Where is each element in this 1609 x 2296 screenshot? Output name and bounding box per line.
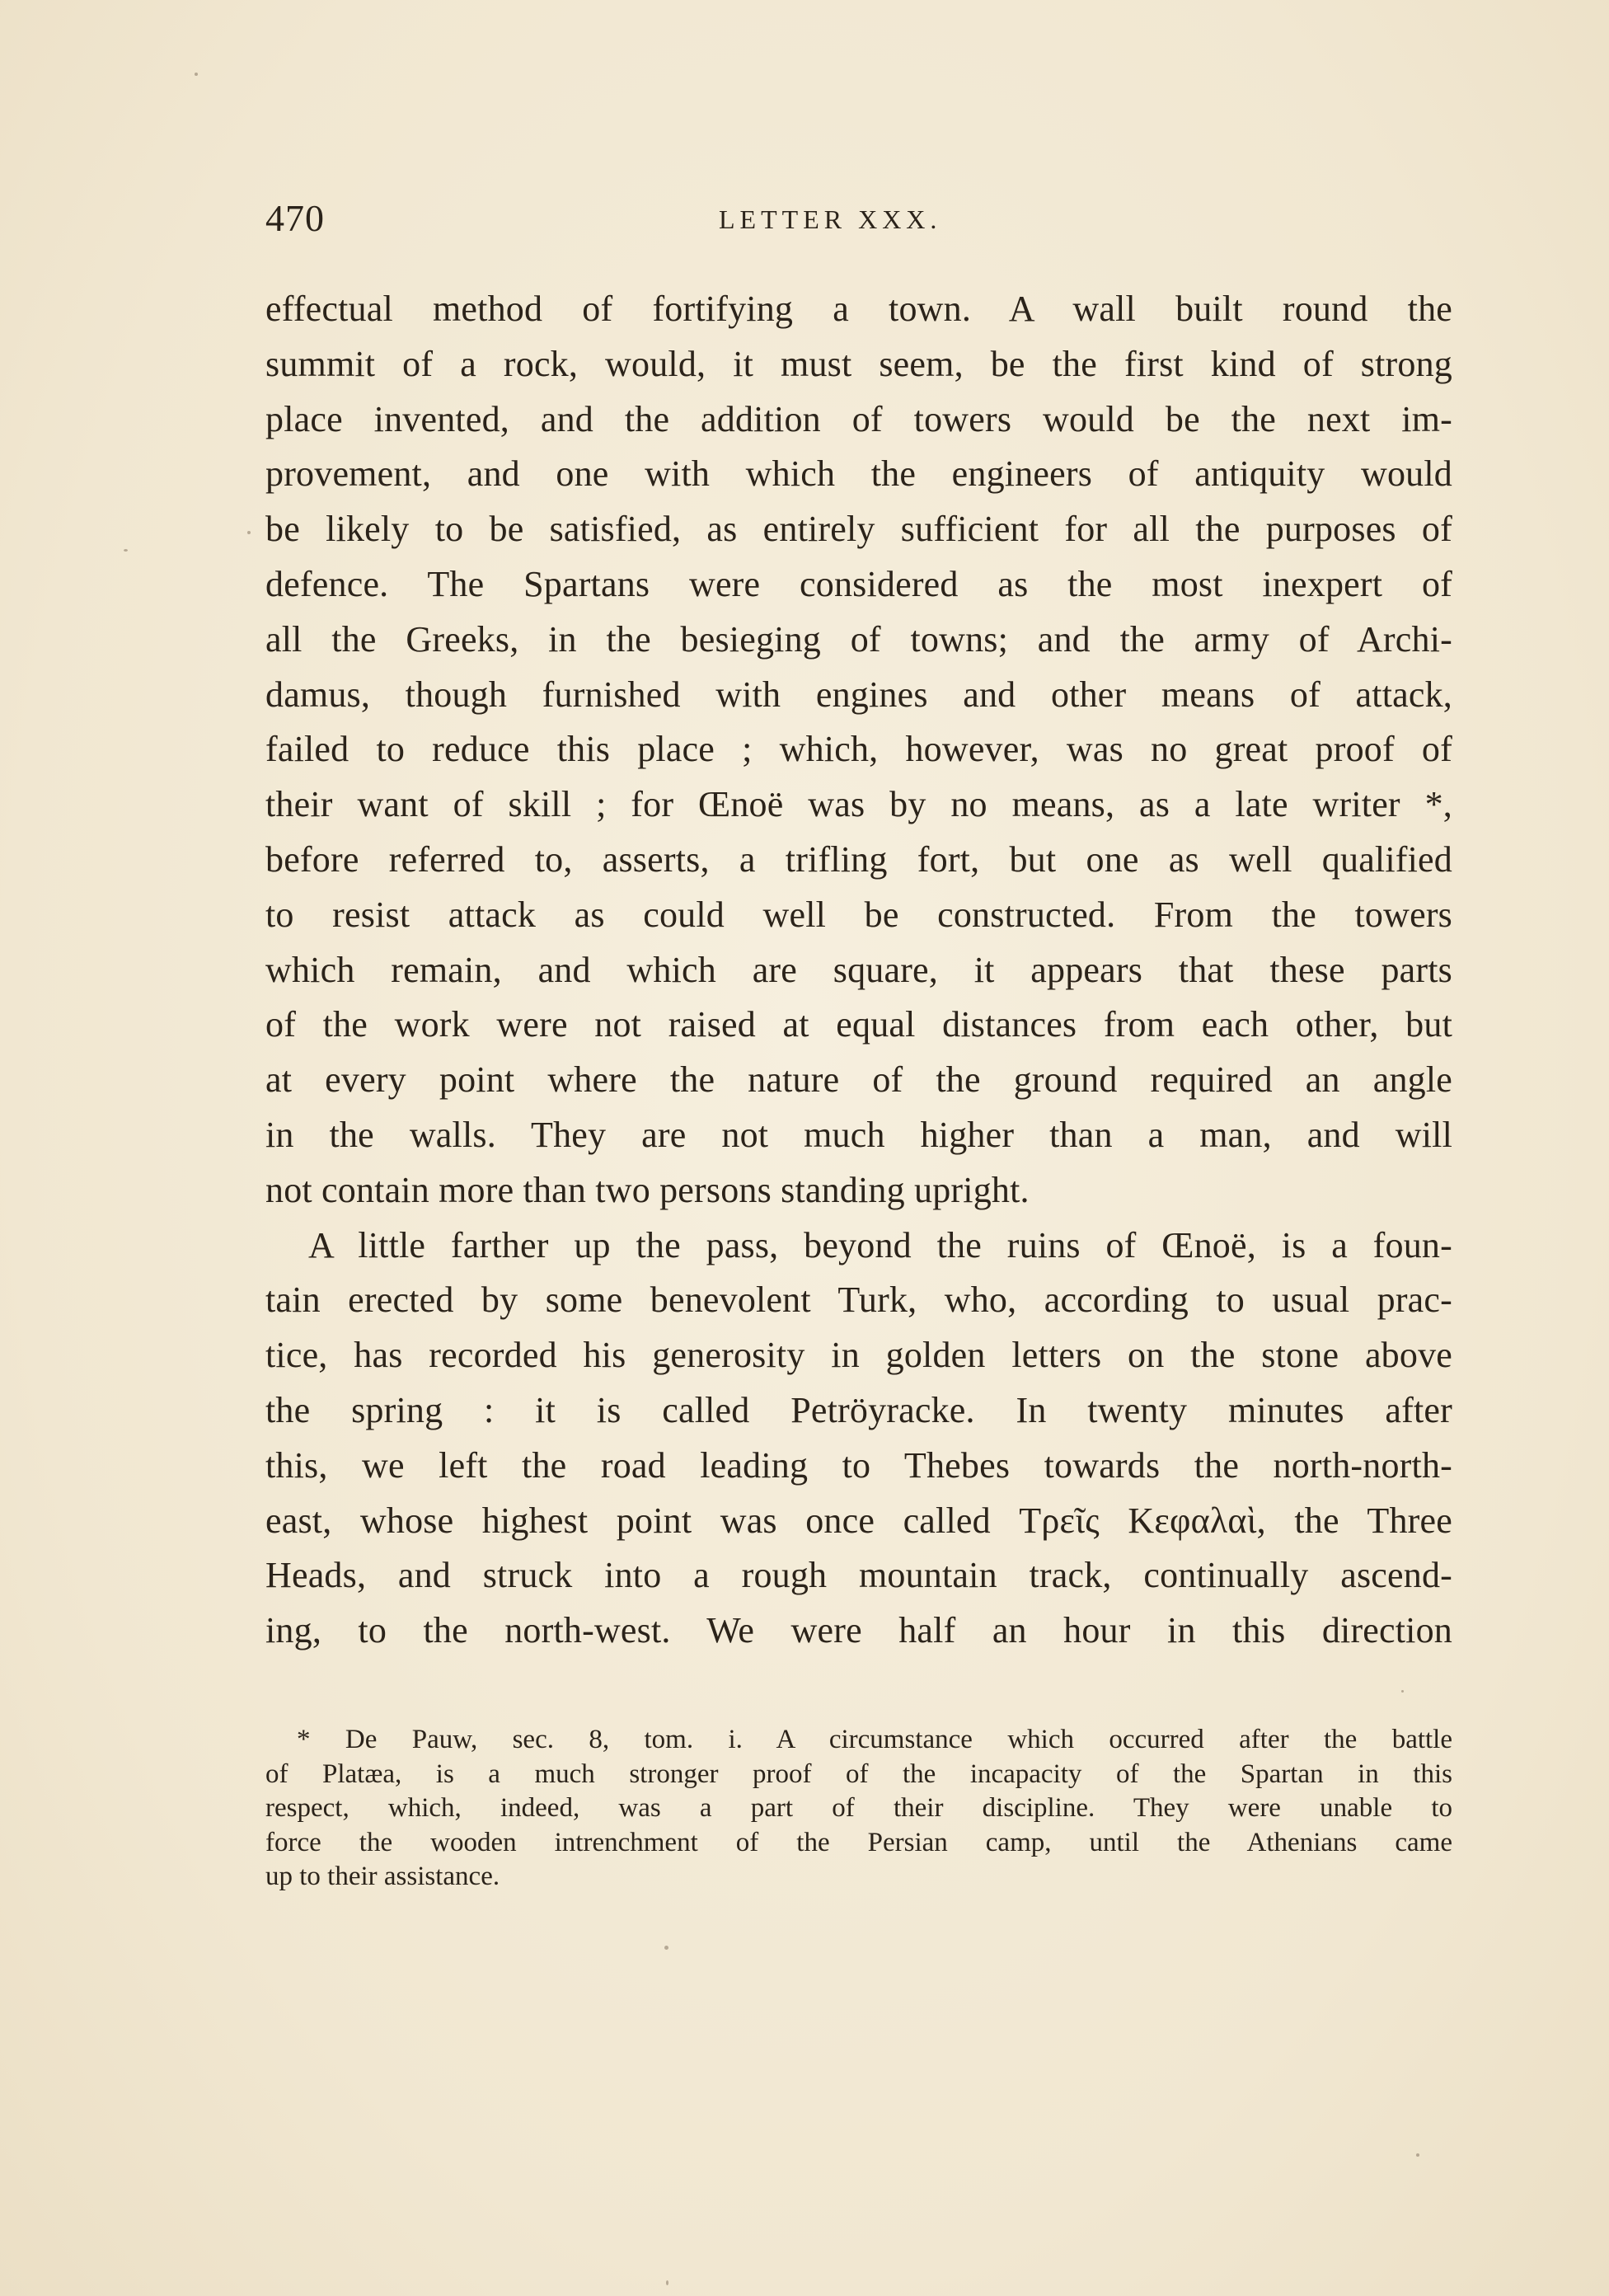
footnote-line: * De Pauw, sec. 8, tom. i. A circumstance which occurred after the battle <box>297 1725 1452 1754</box>
text-line: damus, though furnished with engines and other means of attack, <box>265 674 1452 715</box>
text-line: east, whose highest point was once called Τρεῖς Κεφαλαὶ, the Three <box>265 1500 1452 1541</box>
text-line: effectual method of fortifying a town. A wall built round the <box>265 289 1452 329</box>
text-line: all the Greeks, in the besieging of towns; and the army of Archi- <box>265 618 1452 660</box>
footnote-line: respect, which, indeed, was a part of their discipline. They were unable to <box>265 1793 1452 1824</box>
text-line: be likely to be satisfied, as entirely sufficient for all the purposes of <box>265 509 1452 550</box>
footnote-line: of Platæa, is a much stronger proof of the incapacity of the Spartan in this <box>265 1758 1452 1789</box>
page-header <box>265 196 1452 246</box>
text-line: tice, has recorded his generosity in golden letters on the stone above <box>265 1335 1452 1376</box>
page-number: 470 <box>265 197 325 239</box>
footnote <box>265 1723 1452 1895</box>
paper-speck <box>664 1946 668 1950</box>
text-line: defence. The Spartans were considered as the most inexpert of <box>265 563 1452 604</box>
text-line: failed to reduce this place ; which, however, was no great proof of <box>265 729 1452 770</box>
text-line: Heads, and struck into a rough mountain track, continually ascend- <box>265 1555 1452 1596</box>
text-line: the spring : it is called Petröyracke. In twenty minutes after <box>265 1389 1452 1430</box>
paper-speck <box>1401 1690 1404 1693</box>
text-line: tain erected by some benevolent Turk, who, according to usual prac- <box>265 1279 1452 1321</box>
text-line: ing, to the north-west. We were half an hour in this direction <box>265 1610 1452 1651</box>
paper-speck <box>124 549 128 552</box>
paper-speck <box>666 2280 668 2285</box>
paper-speck <box>247 531 251 534</box>
paper-speck <box>1416 2153 1419 2157</box>
text-line: A little farther up the pass, beyond the ruins of Œnoë, is a foun- <box>308 1224 1452 1265</box>
footnote-line: up to their assistance. <box>265 1862 500 1892</box>
running-head: LETTER XXX. <box>719 204 942 234</box>
text-line: at every point where the nature of the ground required an angle <box>265 1059 1452 1101</box>
body-text <box>265 282 1452 1659</box>
text-line: place invented, and the addition of towers would be the next im- <box>265 398 1452 439</box>
text-line: summit of a rock, would, it must seem, be the first kind of strong <box>265 343 1452 384</box>
text-line: not contain more than two persons standing upright. <box>265 1169 1030 1210</box>
text-line: of the work were not raised at equal distances from each other, but <box>265 1004 1452 1045</box>
text-line: provement, and one with which the engineers of antiquity would <box>265 453 1452 495</box>
text-line: this, we left the road leading to Thebes towards the north-north- <box>265 1444 1452 1486</box>
text-line: to resist attack as could well be constructed. From the towers <box>265 894 1452 935</box>
text-line: their want of skill ; for Œnoë was by no means, as a late writer *, <box>265 784 1452 825</box>
footnote-line: force the wooden intrenchment of the Persian camp, until the Athenians came <box>265 1827 1452 1857</box>
paper-speck <box>195 73 198 76</box>
text-line: in the walls. They are not much higher than a man, and will <box>265 1114 1452 1155</box>
text-line: before referred to, asserts, a trifling fort, but one as well qualified <box>265 838 1452 880</box>
text-line: which remain, and which are square, it appears that these parts <box>265 949 1452 990</box>
